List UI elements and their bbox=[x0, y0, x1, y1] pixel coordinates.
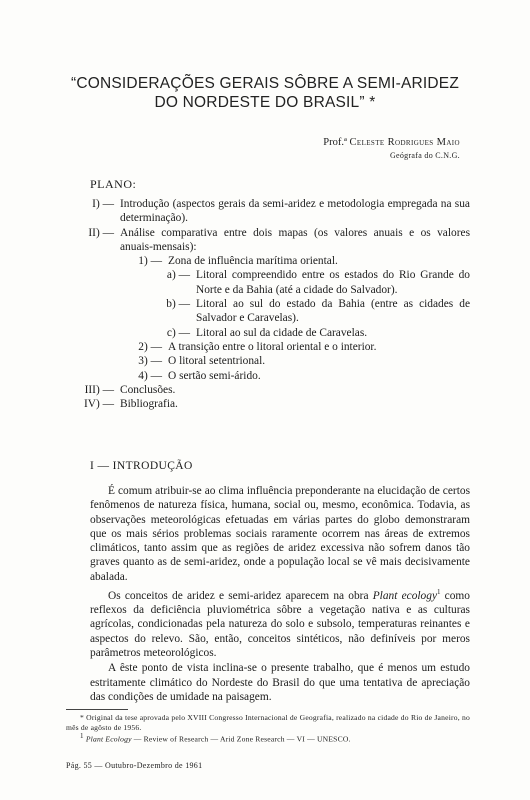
outline-item bbox=[0, 197, 470, 226]
plan-heading: PLANO: bbox=[90, 177, 137, 191]
outline-number: III) — bbox=[84, 383, 114, 396]
outline-item bbox=[0, 326, 470, 340]
page-footer: Pág. 55 — Outubro-Dezembro de 1961 bbox=[66, 761, 203, 770]
outline-item bbox=[0, 340, 470, 354]
outline-item bbox=[0, 397, 470, 411]
book-title: Plant ecology bbox=[372, 589, 437, 602]
paragraph: A êste ponto de vista inclina-se o presente trabalho, que é menos um estudo estritamente climático do Nordeste do Brasil do que uma tentativa de apreciação das condições de umidade na paisagem. bbox=[90, 662, 470, 703]
section-heading: I — INTRODUÇÃO bbox=[90, 460, 193, 472]
outline-item bbox=[0, 354, 470, 368]
footnote: * Original da tese aprovada pelo XVIII Congresso Internacional de Geografia, realizado na cidade do Rio de Janeiro, no mês de agôsto de 1956. bbox=[66, 713, 470, 732]
body-text bbox=[90, 484, 470, 705]
outline-number: 4) — bbox=[138, 369, 162, 382]
footnote-title: Plant Ecology bbox=[85, 734, 132, 744]
paragraph-text: como reflexos da deficiência pluviométrica sôbre a vegetação nativa e as culturas agrícolas, condicionadas pela natureza do solo e subsolo, temperaturas reinantes e aspectos do relevo. São, então, conceitos sintéticos, não definíveis por meros parâmetros meteorológicos. bbox=[90, 589, 470, 660]
author-prefix: Prof.ª bbox=[323, 137, 347, 148]
outline-number: b) — bbox=[166, 298, 190, 311]
footnote-text: — Review of Research — Arid Zone Research — VI — UNESCO. bbox=[131, 734, 351, 744]
footnote-divider bbox=[66, 709, 128, 710]
article-title bbox=[40, 74, 490, 112]
outline-text: Introdução (aspectos gerais da semi-aridez e metodologia empregada na sua determinação). bbox=[120, 198, 470, 225]
author-affiliation: Geógrafa do C.N.G. bbox=[389, 151, 460, 160]
outline-number: a) — bbox=[166, 269, 190, 282]
outline-text: Análise comparativa entre dois mapas (os valores anuais e os valores anuais-mensais): bbox=[120, 226, 470, 253]
outline-number: IV) — bbox=[83, 398, 114, 411]
author-name: Celeste Rodrigues Maio bbox=[349, 137, 460, 148]
outline-text: Zona de influência marítima oriental. bbox=[168, 255, 338, 268]
outline-text: O sertão semi-árido. bbox=[168, 369, 261, 382]
outline-item bbox=[0, 297, 470, 326]
outline-text: Conclusões. bbox=[120, 383, 176, 396]
outline-text: Litoral ao sul da cidade de Caravelas. bbox=[196, 326, 368, 339]
footnotes bbox=[66, 713, 470, 744]
paragraph: É comum atribuir-se ao clima influência preponderante na elucidação de certos fenômenos de natureza física, humana, social ou, mesmo, econômica. Todavia, as observações meteorológicas efetuadas em várias partes do globo demonstraram que os mais sérios problemas sociais raramente ocorrem nas áreas de extremos climáticos, tanto assim que as regiões de aridez excessiva não sofrem danos tão graves quanto as de semi-aridez, onde a população local se vê mais decisivamente abalada. bbox=[90, 485, 470, 583]
footnote bbox=[66, 732, 470, 744]
outline-item bbox=[0, 254, 470, 268]
outline-number: c) — bbox=[166, 326, 190, 339]
outline-number: 3) — bbox=[138, 355, 162, 368]
outline-item bbox=[0, 383, 470, 397]
title-line-2: DO NORDESTE DO BRASIL” * bbox=[154, 94, 376, 111]
footnote-number: 1 bbox=[80, 732, 84, 741]
footnote-ref: 1 bbox=[437, 588, 441, 597]
outline-number: I) — bbox=[92, 198, 114, 210]
outline-number: II) — bbox=[88, 226, 114, 239]
outline-text: Bibliografia. bbox=[120, 398, 178, 411]
outline-item bbox=[0, 369, 470, 383]
outline-text: A transição entre o litoral oriental e o interior. bbox=[168, 340, 377, 353]
outline-text: O litoral setentrional. bbox=[168, 355, 266, 368]
outline-item bbox=[0, 226, 470, 255]
outline-number: 1) — bbox=[138, 255, 162, 268]
paragraph-text: Os conceitos de aridez e semi-aridez aparecem na obra bbox=[108, 589, 373, 602]
outline-item bbox=[0, 268, 470, 297]
outline-text: Litoral compreendido entre os estados do Rio Grande do Norte e da Bahia (até a cidade do Salvador). bbox=[196, 269, 470, 296]
outline-number: 2) — bbox=[138, 340, 162, 353]
author-block bbox=[323, 136, 460, 162]
outline-text: Litoral ao sul do estado da Bahia (entre as cidades de Salvador e Caravelas). bbox=[196, 298, 470, 325]
paragraph bbox=[90, 585, 470, 660]
plan-outline bbox=[0, 197, 530, 411]
title-line-1: “CONSIDERAÇÕES GERAIS SÔBRE A SEMI-ARIDEZ bbox=[70, 75, 460, 92]
